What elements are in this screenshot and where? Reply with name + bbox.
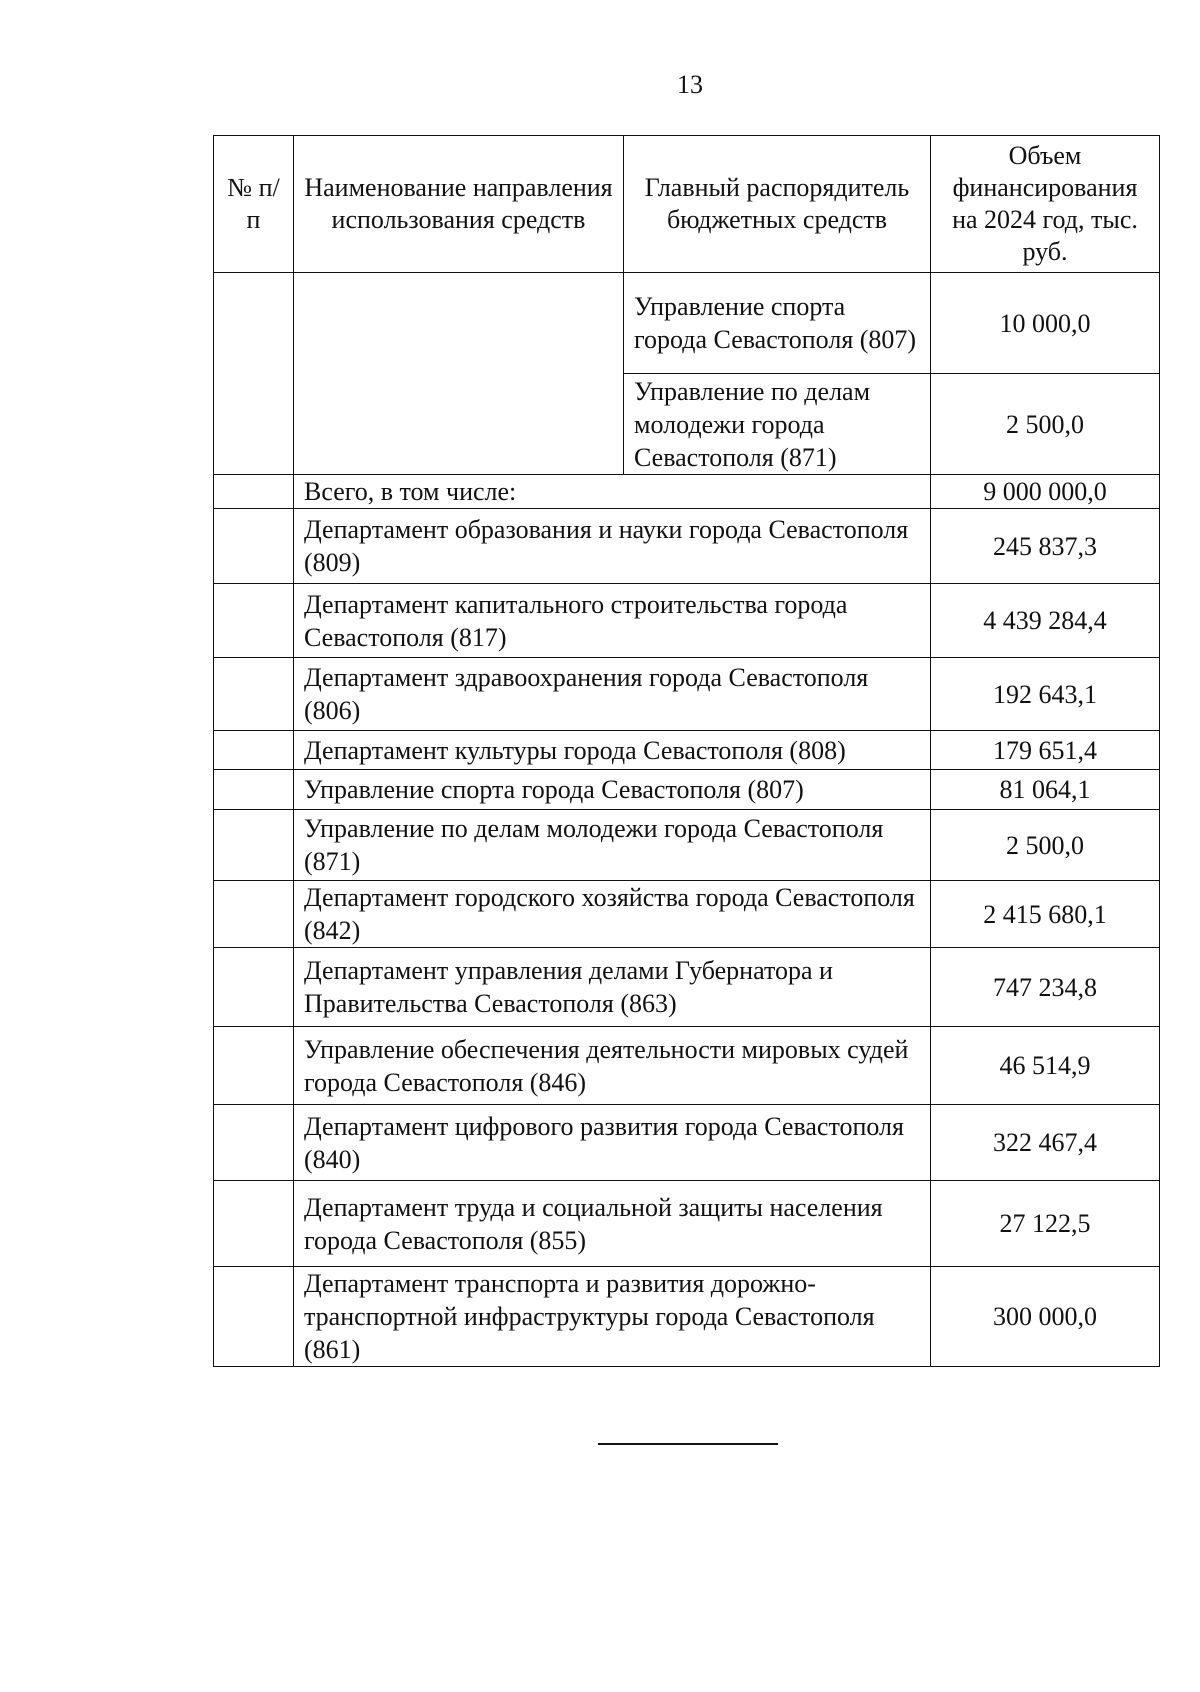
num-cell (214, 475, 294, 509)
amount-cell: 192 643,1 (931, 658, 1160, 731)
amount-cell: 2 415 680,1 (931, 881, 1160, 948)
amount-cell: 81 064,1 (931, 770, 1160, 810)
num-cell (214, 658, 294, 731)
name-cell: Управление по делам молодежи города Севастополя (871) (294, 810, 931, 881)
table-row (214, 1267, 1160, 1367)
table-row (214, 1105, 1160, 1181)
amount-cell: 179 651,4 (931, 731, 1160, 770)
amount-cell: 2 500,0 (931, 810, 1160, 881)
amount-cell: 245 837,3 (931, 509, 1160, 584)
amount-cell: 747 234,8 (931, 948, 1160, 1027)
header-num: № п/п (214, 136, 294, 273)
table-row (214, 658, 1160, 731)
num-cell (214, 948, 294, 1027)
amount-cell: 322 467,4 (931, 1105, 1160, 1181)
num-cell (214, 1181, 294, 1267)
num-cell (214, 509, 294, 584)
num-cell (214, 810, 294, 881)
num-cell (214, 584, 294, 658)
header-row (214, 136, 1160, 273)
header-amount: Объем финансирования на 2024 год, тыс. руб. (931, 136, 1160, 273)
num-cell (214, 273, 294, 475)
manager-cell: Управление спорта города Севастополя (807) (624, 273, 931, 374)
name-cell: Департамент транспорта и развития дорожно-транспортной инфраструктуры города Севастополя (861) (294, 1267, 931, 1367)
name-cell: Департамент труда и социальной защиты населения города Севастополя (855) (294, 1181, 931, 1267)
table-row (214, 881, 1160, 948)
amount-cell: 4 439 284,4 (931, 584, 1160, 658)
table-row (214, 1181, 1160, 1267)
table-row (214, 731, 1160, 770)
table-row (214, 509, 1160, 584)
num-cell (214, 1105, 294, 1181)
table-row (214, 810, 1160, 881)
num-cell (214, 1027, 294, 1105)
name-cell: Департамент капитального строительства города Севастополя (817) (294, 584, 931, 658)
total-row (214, 475, 1160, 509)
table-row (214, 584, 1160, 658)
name-cell: Управление спорта города Севастополя (807) (294, 770, 931, 810)
table-row (214, 948, 1160, 1027)
name-cell: Департамент здравоохранения города Севастополя (806) (294, 658, 931, 731)
name-cell: Департамент управления делами Губернатора и Правительства Севастополя (863) (294, 948, 931, 1027)
total-amount: 9 000 000,0 (931, 475, 1160, 509)
header-name: Наименование направления использования средств (294, 136, 624, 273)
table-row (214, 1027, 1160, 1105)
amount-cell: 300 000,0 (931, 1267, 1160, 1367)
table-row (214, 273, 1160, 374)
amount-cell: 10 000,0 (931, 273, 1160, 374)
page-number: 13 (677, 70, 703, 99)
name-cell: Управление обеспечения деятельности мировых судей города Севастополя (846) (294, 1027, 931, 1105)
manager-cell: Управление по делам молодежи города Севастополя (871) (624, 374, 931, 475)
name-cell (294, 273, 624, 475)
name-cell: Департамент цифрового развития города Севастополя (840) (294, 1105, 931, 1181)
amount-cell: 46 514,9 (931, 1027, 1160, 1105)
num-cell (214, 1267, 294, 1367)
header-manager: Главный распорядитель бюджетных средств (624, 136, 931, 273)
name-cell: Департамент образования и науки города Севастополя (809) (294, 509, 931, 584)
name-cell: Департамент городского хозяйства города Севастополя (842) (294, 881, 931, 948)
amount-cell: 27 122,5 (931, 1181, 1160, 1267)
funding-table (213, 135, 1160, 1367)
num-cell (214, 881, 294, 948)
num-cell (214, 770, 294, 810)
total-label: Всего, в том числе: (294, 475, 931, 509)
num-cell (214, 731, 294, 770)
name-cell: Департамент культуры города Севастополя (808) (294, 731, 931, 770)
amount-cell: 2 500,0 (931, 374, 1160, 475)
footer-divider (598, 1443, 778, 1445)
table-row (214, 770, 1160, 810)
